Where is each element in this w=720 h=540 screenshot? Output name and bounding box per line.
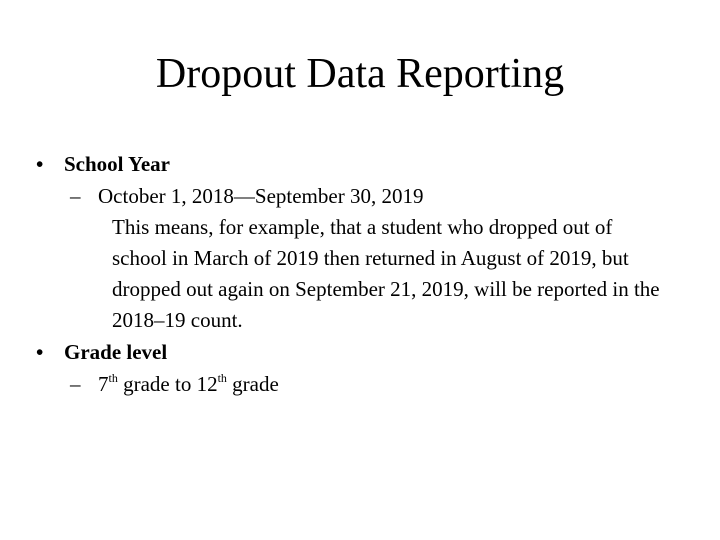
subitem-date-range — [36, 180, 686, 212]
dash-icon: – — [70, 372, 81, 396]
subitem-text: October 1, 2018—September 30, 2019 — [98, 184, 424, 208]
bullet-icon: • — [36, 340, 44, 364]
example-paragraph: This means, for example, that a student who dropped out of school in March of 2019 then returned in August of 2019, but dropped out again on September 21, 2019, will be reported in the 2018–19 count. — [112, 215, 660, 332]
bullet-grade-level — [36, 336, 686, 368]
grade-end: grade — [226, 372, 279, 396]
grade-from: 7 — [98, 372, 109, 396]
slide-title: Dropout Data Reporting — [155, 51, 565, 97]
bullet-label: Grade level — [64, 340, 168, 364]
grade-to: 12 — [196, 372, 218, 396]
subitem-grade-range — [36, 368, 686, 400]
slide-body — [36, 148, 686, 400]
bullet-school-year — [36, 148, 686, 180]
dash-icon: – — [70, 184, 81, 208]
bullet-icon: • — [36, 152, 44, 176]
bullet-label: School Year — [64, 152, 170, 176]
grade-middle: grade to — [117, 372, 197, 396]
grade-to-suffix: th — [217, 371, 227, 385]
grade-from-suffix: th — [108, 371, 118, 385]
